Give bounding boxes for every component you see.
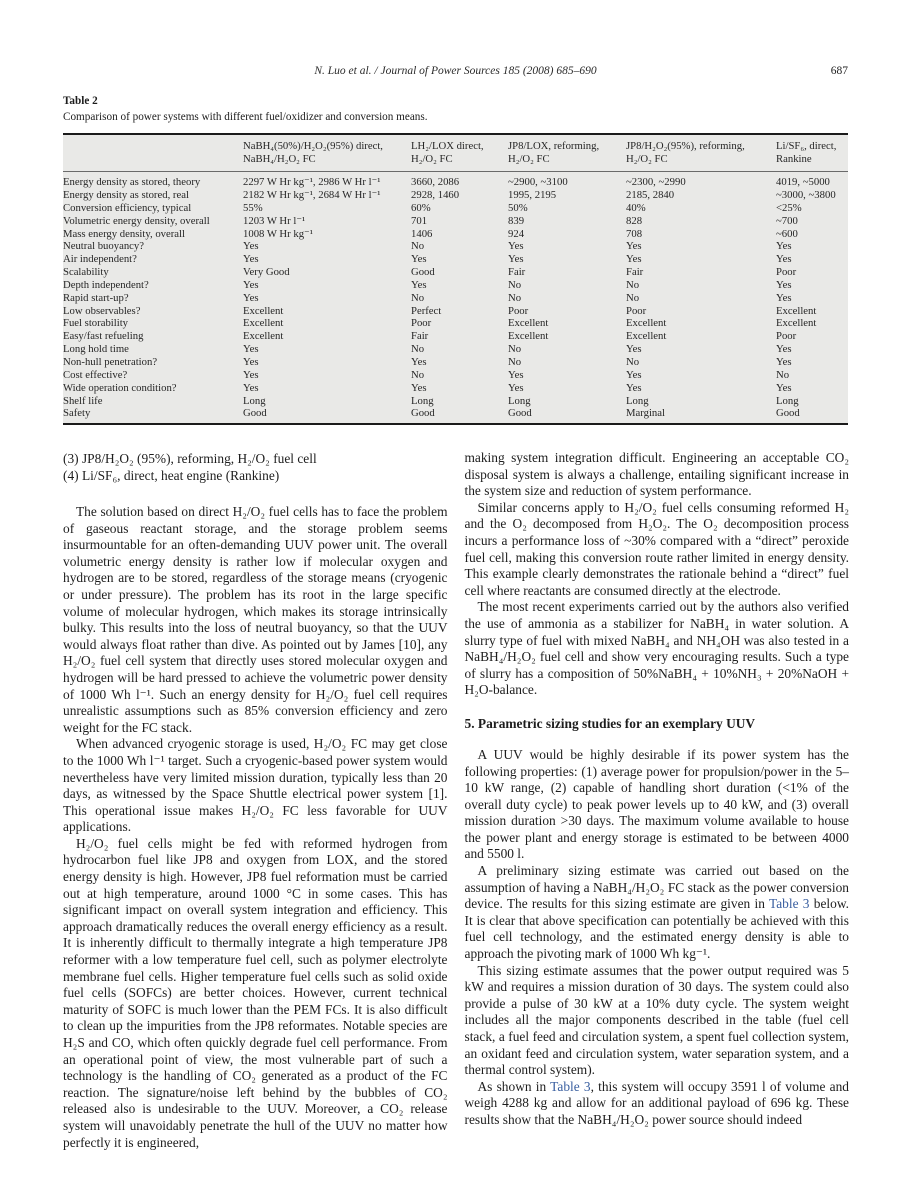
- table-cell: 828: [626, 214, 643, 227]
- table-row: [63, 202, 848, 215]
- table-cell: 40%: [626, 201, 646, 214]
- fuel-option-list: [63, 450, 448, 484]
- text-run: , this system will occupy 3591 l of volume and weigh 4288 kg and allow for an additional payload of 696 kg. These results show that the NaBH₄/H₂O₂ power source should indeed: [464, 1078, 849, 1127]
- text-run: H₂/O₂ fuel cells might be fed with reformed hydrogen from hydrocarbon fuel like JP8 and oxygen from LOX, and the stored energy density is high. However, JP8 fuel reformation must be carried out at high temperature, around 1000 °C in some cases. This has significant impact on overall system integration and efficiency. This approach dramatically reduces the overall energy efficiency as a result. It is inherently difficult to thermally integrate a high temperature JP8 reformer with a low temperature fuel cell, such as polymer electrolyte membrane fuel cells. Higher temperature fuel cells such as solid oxide fuel cells (SOFCs) are better choices. However, current technical maturity of SOFC is much lower than the PEM FCs. It is also difficult to clean up the impurities from the JP8 reformates. Notable species are H₂S and CO, which often quickly degrade fuel cell performance. From an operational point of view, the most vulnerable part of such a technology is the handling of CO₂ generated as a product of the FC reaction. The signature/noise left behind by the bubbles of CO₂ released also is undesirable to the UUV. Moreover, a CO₂ release system will unavoidably penetrate the hull of the UUV no matter how perfectly it is engineered,: [63, 835, 448, 1150]
- table-cell: 1995, 2195: [508, 189, 557, 202]
- table-cell: Yes: [243, 278, 259, 291]
- table-cell: 2185, 2840: [626, 189, 675, 202]
- text-run: below. It is clear that above specification can potentially be achieved with this fuel cell technology, and the estimated energy density is able to approach the pivoting mark of 1000 Wh kg⁻¹.: [464, 896, 849, 962]
- table-cell: Excellent: [776, 317, 817, 330]
- table-cell: Excellent: [626, 330, 667, 343]
- table-row: [63, 292, 848, 305]
- table-cell: 839: [508, 214, 525, 227]
- table-row: [63, 395, 848, 408]
- table-cell: Long: [243, 394, 266, 407]
- table-cell: 60%: [411, 201, 431, 214]
- table-row: [63, 343, 848, 356]
- row-label: Neutral buoyancy?: [63, 240, 145, 253]
- table-cell: No: [508, 343, 522, 356]
- table-cell: Yes: [626, 240, 642, 253]
- table-cell: Fair: [411, 330, 429, 343]
- right-column: [465, 450, 850, 1151]
- table-cell: Excellent: [626, 317, 667, 330]
- table-cell: Yes: [626, 253, 642, 266]
- text-run: As shown in: [477, 1078, 551, 1094]
- table-row: [63, 305, 848, 318]
- comparison-table: [63, 133, 848, 425]
- table-cell: 1008 W Hr kg⁻¹: [243, 227, 313, 240]
- table-cell: Fair: [508, 266, 526, 279]
- table-row: [63, 172, 848, 189]
- table-cell: Yes: [508, 381, 524, 394]
- paragraph: [63, 504, 448, 736]
- table3-link[interactable]: Table 3: [550, 1078, 591, 1094]
- text-run: A preliminary sizing estimate was carried out based on the assumption of having a NaBH₄/H₂O₂ FC stack as the power conversion device. The results for this sizing estimate are given in: [464, 863, 849, 912]
- table-cell: Marginal: [626, 407, 665, 420]
- row-label: Wide operation condition?: [63, 381, 177, 394]
- list-item: (3) JP8/H₂O₂ (95%), reforming, H₂/O₂ fuel cell: [63, 451, 317, 466]
- table-cell: 50%: [508, 201, 528, 214]
- table-cell: No: [508, 356, 522, 368]
- section-heading: 5. Parametric sizing studies for an exemplary UUV: [464, 715, 756, 731]
- table-cell: Yes: [776, 381, 792, 394]
- table2-label: Table 2: [63, 95, 98, 107]
- table-column-header: LH₂/LOX direct, H₂/O₂ FC: [411, 134, 508, 172]
- table-cell: 701: [411, 214, 428, 227]
- table-cell: No: [411, 368, 425, 381]
- table-cell: Fair: [626, 266, 644, 279]
- table-row: [63, 279, 848, 292]
- table-row: [63, 356, 848, 369]
- table-cell: Poor: [776, 330, 797, 343]
- table-cell: Yes: [508, 240, 524, 253]
- table-cell: Poor: [411, 317, 432, 330]
- table-cell: Excellent: [243, 330, 284, 343]
- row-label: Air independent?: [63, 253, 137, 266]
- table-cell: ~3000, ~3800: [776, 189, 836, 202]
- table-cell: Yes: [626, 381, 642, 394]
- table-cell: Long: [776, 394, 799, 407]
- journal-reference: N. Luo et al. / Journal of Power Sources 185 (2008) 685–690: [314, 65, 597, 77]
- table-row: [63, 215, 848, 228]
- table-cell: No: [508, 278, 522, 291]
- table-row: [63, 317, 848, 330]
- row-label: Low observables?: [63, 304, 141, 317]
- right-column-paragraphs-after: [465, 747, 850, 1129]
- table-corner-cell: [63, 134, 243, 172]
- row-label: Conversion efficiency, typical: [63, 201, 192, 214]
- table-row: [63, 407, 848, 424]
- text-run: making system integration difficult. Engineering an acceptable CO₂ disposal system is always a challenge, entailing significant increase in the system size and reduction of system performance.: [464, 450, 849, 499]
- table-cell: ~2900, ~3100: [508, 176, 568, 189]
- paragraph: [465, 1079, 850, 1129]
- table-row: [63, 330, 848, 343]
- running-header: [63, 64, 848, 78]
- table-cell: Yes: [411, 356, 427, 368]
- table-cell: Very Good: [243, 266, 290, 279]
- table-column-header: JP8/H₂O₂(95%), reforming, H₂/O₂ FC: [626, 134, 776, 172]
- table-column-header: Li/SF₆, direct, Rankine: [776, 134, 848, 172]
- row-label: Rapid start-up?: [63, 291, 129, 304]
- text-run: A UUV would be highly desirable if its power system has the following properties: (1) average power for propulsion/power in the 5–10 kW range, (2) capable of handling short duration (<1% of the overall duty cycle) to peak power levels up to 40 kW, and (3) overall mission duration >30 days. The maximum volume available to house the power plant and energy storage is estimated to be between 4000 and 5500 l.: [464, 746, 849, 862]
- table-cell: ~600: [776, 227, 798, 240]
- left-column-paragraphs: [63, 504, 448, 1151]
- right-column-paragraphs: [465, 450, 850, 699]
- table-cell: Yes: [508, 368, 524, 381]
- row-label: Volumetric energy density, overall: [63, 214, 210, 227]
- table-cell: Yes: [411, 381, 427, 394]
- paragraph: [465, 747, 850, 863]
- table-cell: No: [411, 291, 425, 304]
- row-label: Scalability: [63, 266, 109, 279]
- table-cell: Yes: [776, 291, 792, 304]
- row-label: Cost effective?: [63, 368, 128, 381]
- table-cell: Yes: [776, 278, 792, 291]
- row-label: Mass energy density, overall: [63, 227, 185, 240]
- table-cell: Yes: [626, 343, 642, 356]
- table-cell: Good: [411, 407, 435, 420]
- table-cell: Yes: [243, 343, 259, 356]
- table-cell: Yes: [776, 240, 792, 253]
- table-row: [63, 266, 848, 279]
- table-cell: Yes: [626, 368, 642, 381]
- paragraph: [465, 450, 850, 500]
- table-cell: Yes: [243, 381, 259, 394]
- table-cell: 2297 W Hr kg⁻¹, 2986 W Hr l⁻¹: [243, 176, 381, 189]
- table-cell: No: [626, 291, 640, 304]
- list-item: (4) Li/SF₆, direct, heat engine (Rankine): [63, 468, 280, 483]
- table-cell: Yes: [411, 278, 427, 291]
- table-cell: Poor: [776, 266, 797, 279]
- table-row: [63, 253, 848, 266]
- table-body: [63, 172, 848, 425]
- table-row: [63, 369, 848, 382]
- text-run: This sizing estimate assumes that the power output required was 5 kW and requires a mission duration of 30 days. The system could also provide a pulse of 30 kW at a 10% duty cycle. The system weight includes all the major components described in the table (fuel cell stack, a fuel feed and circulation system, a spent fuel collection system, an oxidant feed and circulation system, water separation system, and a thermal control system).: [464, 962, 849, 1078]
- table3-link[interactable]: Table 3: [768, 896, 810, 912]
- paragraph: [63, 836, 448, 1151]
- row-label: Energy density as stored, real: [63, 189, 189, 202]
- table-cell: Excellent: [508, 330, 549, 343]
- paragraph: [465, 599, 850, 699]
- table-row: [63, 240, 848, 253]
- table-cell: Excellent: [243, 304, 284, 317]
- table-cell: No: [776, 368, 790, 381]
- paragraph: [63, 736, 448, 836]
- row-label: Shelf life: [63, 394, 103, 407]
- table-cell: 708: [626, 227, 643, 240]
- table-cell: ~2300, ~2990: [626, 176, 686, 189]
- row-label: Easy/fast refueling: [63, 330, 144, 343]
- table-cell: Good: [776, 407, 800, 420]
- table-cell: Yes: [776, 343, 792, 356]
- paragraph: [465, 963, 850, 1079]
- table-cell: Good: [243, 407, 267, 420]
- table2-block: [63, 95, 848, 425]
- table-cell: No: [411, 343, 425, 356]
- table-column-header: NaBH₄(50%)/H₂O₂(95%) direct, NaBH₄/H₂O₂ FC: [243, 134, 411, 172]
- table-cell: Yes: [508, 253, 524, 266]
- text-run: The most recent experiments carried out by the authors also verified the use of ammonia as a stabilizer for NaBH₄ in water solution. A slurry type of fuel with mixed NaBH₄ and NH₄OH was also tested in a NaBH₄/H₂O₂ fuel cell and show very encouraging results. Such a type of slurry has a composition of 50%NaBH₄ + 10%NH₃ + 20%NaOH + H₂O-balance.: [464, 599, 849, 698]
- table-cell: 3660, 2086: [411, 176, 460, 189]
- table-cell: Poor: [508, 304, 529, 317]
- row-label: Depth independent?: [63, 278, 149, 291]
- table-cell: 1203 W Hr l⁻¹: [243, 214, 306, 227]
- table-cell: No: [508, 291, 522, 304]
- table-row: [63, 189, 848, 202]
- table2-caption: Comparison of power systems with different fuel/oxidizer and conversion means.: [63, 111, 428, 123]
- table-cell: Long: [411, 394, 434, 407]
- table-cell: No: [626, 278, 640, 291]
- table-cell: Long: [508, 394, 531, 407]
- table-cell: 2182 W Hr kg⁻¹, 2684 W Hr l⁻¹: [243, 189, 381, 202]
- page-number: 687: [830, 65, 848, 77]
- text-run: When advanced cryogenic storage is used, H₂/O₂ FC may get close to the 1000 Wh l⁻¹ target. Such a cryogenic-based power system would nevertheless have very limited mission duration, typically less than 20 days, as witnessed by the Space Shuttle electrical power system [1]. This operational issue makes H₂/O₂ FC less favorable for UUV applications.: [63, 736, 448, 835]
- row-label: Safety: [63, 407, 91, 420]
- text-run: The solution based on direct H₂/O₂ fuel cells has to face the problem of gaseous reactant storage, and the storage problem seems insurmountable for an often-demanding UUV power unit. The overall volumetric energy density is rather low if molecular oxygen and hydrogen are to be stored, regardless of the storage means (cryogenic or under pressure). The problem has its root in the large specific volume of molecular hydrogen, which makes its storage intrinsically bulky. This results into the loss of neutral buoyancy, so that the UUV would always float rather than dive. As pointed out by James [10], any H₂/O₂ fuel cell system that directly uses stored molecular oxygen and hydrogen will be hard pressed to achieve the volumetric power density of 1000 Wh l⁻¹. Such an energy density for H₂/O₂ fuel cell requires unrealistic assumptions such as 85% conversion efficiency and zero weight for the FC stack.: [63, 504, 448, 735]
- table-cell: Yes: [243, 291, 259, 304]
- table-cell: Perfect: [411, 304, 442, 317]
- table-cell: Yes: [776, 253, 792, 266]
- text-run: Similar concerns apply to H₂/O₂ fuel cells consuming reformed H₂ and the O₂ decomposed from H₂O₂. The O₂ decomposition process incurs a performance loss of ~30% compared with a “direct” peroxide fuel cell, making this conversion route rather limited in energy density. This example clearly demonstrates the rationale behind a “direct” fuel cell where reactants are consumed directly at the electrode.: [464, 499, 849, 598]
- table-cell: No: [411, 240, 425, 253]
- table-column-header: JP8/LOX, reforming, H₂/O₂ FC: [508, 134, 626, 172]
- table-cell: Good: [508, 407, 532, 420]
- table-cell: Yes: [411, 253, 427, 266]
- row-label: Non-hull penetration?: [63, 356, 158, 368]
- table-cell: 1406: [411, 227, 433, 240]
- row-label: Fuel storability: [63, 317, 129, 330]
- body-columns: [63, 450, 849, 1151]
- table-cell: No: [626, 356, 640, 368]
- table-cell: <25%: [776, 201, 802, 214]
- table-cell: 2928, 1460: [411, 189, 460, 202]
- table-cell: Yes: [243, 240, 259, 253]
- table-cell: Yes: [776, 356, 792, 368]
- table-cell: Excellent: [776, 304, 817, 317]
- table-cell: Poor: [626, 304, 647, 317]
- table-cell: Good: [411, 266, 435, 279]
- table-row: [63, 382, 848, 395]
- table-cell: Excellent: [243, 317, 284, 330]
- table-cell: Yes: [243, 368, 259, 381]
- table-cell: 924: [508, 227, 525, 240]
- left-column: [63, 450, 448, 1151]
- paragraph: [465, 863, 850, 963]
- table-cell: Yes: [243, 253, 259, 266]
- paragraph: [465, 500, 850, 600]
- table-cell: 55%: [243, 201, 263, 214]
- row-label: Long hold time: [63, 343, 129, 356]
- table-cell: Long: [626, 394, 649, 407]
- table-row: [63, 228, 848, 241]
- row-label: Energy density as stored, theory: [63, 176, 201, 189]
- table-cell: Yes: [243, 356, 259, 368]
- table-cell: ~700: [776, 214, 798, 227]
- table-cell: Excellent: [508, 317, 549, 330]
- table-cell: 4019, ~5000: [776, 176, 830, 189]
- table-header-row: [63, 134, 848, 172]
